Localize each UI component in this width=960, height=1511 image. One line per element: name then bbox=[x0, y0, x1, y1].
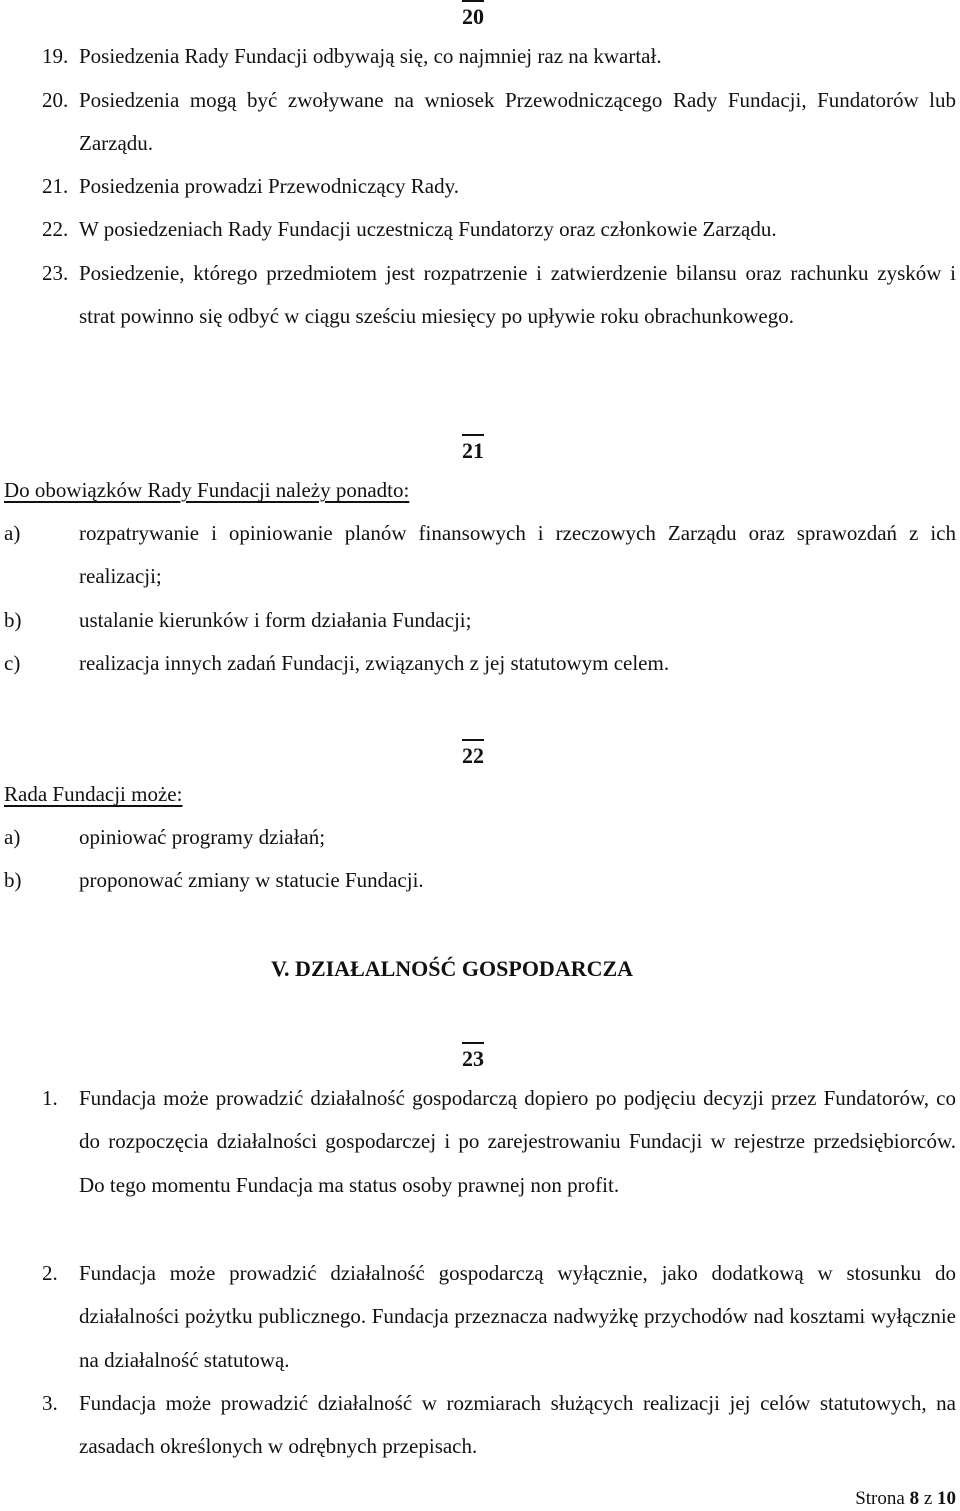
list-item bbox=[4, 642, 956, 685]
footer-page-number: 8 bbox=[909, 1488, 920, 1509]
list-item bbox=[42, 252, 956, 339]
item-letter: b) bbox=[4, 868, 22, 892]
item-number: 2. bbox=[42, 1261, 58, 1285]
list-item bbox=[42, 79, 956, 166]
item-text: realizacja innych zadań Fundacji, związanych z jej statutowym celem. bbox=[79, 651, 670, 675]
item-text: Posiedzenia prowadzi Przewodniczący Rady. bbox=[79, 174, 459, 198]
item-text: opiniować programy działań; bbox=[79, 825, 326, 849]
item-letter: a) bbox=[4, 521, 21, 545]
item-text: W posiedzeniach Rady Fundacji uczestniczą Fundatorzy oraz członkowie Zarządu. bbox=[79, 217, 777, 241]
item-text: rozpatrywanie i opiniowanie planów finansowych i rzeczowych Zarządu oraz sprawozdań z ich realizacji; bbox=[79, 521, 956, 589]
list-item bbox=[4, 599, 956, 642]
footer-prefix: Strona bbox=[855, 1488, 905, 1509]
item-text: Fundacja może prowadzić działalność gospodarczą dopiero po podjęciu decyzji przez Fundatorów, co do rozpoczęcia działalności gospodarczej i po zarejestrowaniu Fundacji w rejestrze przedsiębiorców. Do tego momentu Fundacja ma status osoby prawnej non profit. bbox=[79, 1086, 956, 1197]
item-text: ustalanie kierunków i form działania Fundacji; bbox=[79, 608, 472, 632]
item-text: Posiedzenie, którego przedmiotem jest rozpatrzenie i zatwierdzenie bilansu oraz rachunku zysków i strat powinno się odbyć w ciągu sześciu miesięcy po upływie roku obrachunkowego. bbox=[79, 261, 956, 329]
item-text: proponować zmiany w statucie Fundacji. bbox=[79, 868, 424, 892]
footer-page-total: 10 bbox=[937, 1488, 956, 1509]
item-letter: c) bbox=[4, 651, 21, 675]
section-marker-21: 21 bbox=[462, 434, 484, 464]
footer-separator: z bbox=[923, 1488, 933, 1509]
item-number: 3. bbox=[42, 1391, 58, 1415]
page-footer bbox=[855, 1487, 956, 1511]
list-item bbox=[4, 859, 956, 902]
item-number: 20. bbox=[42, 88, 69, 112]
list-item bbox=[4, 816, 956, 859]
list-item bbox=[4, 512, 956, 599]
item-letter: b) bbox=[4, 608, 22, 632]
item-number: 1. bbox=[42, 1086, 58, 1110]
chapter-heading: V. DZIAŁALNOŚĆ GOSPODARCZA bbox=[271, 956, 634, 981]
section-marker-23: 23 bbox=[462, 1042, 484, 1072]
item-number: 23. bbox=[42, 261, 69, 285]
item-number: 22. bbox=[42, 217, 69, 241]
list-item bbox=[42, 1077, 956, 1207]
item-text: Fundacja może prowadzić działalność gospodarczą wyłącznie, jako dodatkową w stosunku do działalności pożytku publicznego. Fundacja przeznacza nadwyżkę przychodów nad kosztami wyłącznie na działalność statutową. bbox=[79, 1261, 956, 1372]
list-item bbox=[42, 35, 956, 78]
item-text: Posiedzenia mogą być zwoływane na wniosek Przewodniczącego Rady Fundacji, Fundatorów lub Zarządu. bbox=[79, 88, 956, 156]
item-number: 19. bbox=[42, 44, 69, 68]
list-item bbox=[42, 1382, 956, 1469]
section-marker-20: 20 bbox=[462, 0, 484, 30]
list-item bbox=[42, 208, 956, 251]
section-marker-22: 22 bbox=[462, 739, 484, 769]
section-intro: Do obowiązków Rady Fundacji należy ponadto: bbox=[4, 478, 410, 502]
section-intro: Rada Fundacji może: bbox=[4, 782, 183, 806]
list-item bbox=[42, 1252, 956, 1382]
item-letter: a) bbox=[4, 825, 21, 849]
item-text: Fundacja może prowadzić działalność w rozmiarach służących realizacji jej celów statutowych, na zasadach określonych w odrębnych przepisach. bbox=[79, 1391, 956, 1459]
item-number: 21. bbox=[42, 174, 69, 198]
item-text: Posiedzenia Rady Fundacji odbywają się, co najmniej raz na kwartał. bbox=[79, 44, 662, 68]
list-item bbox=[42, 165, 956, 208]
